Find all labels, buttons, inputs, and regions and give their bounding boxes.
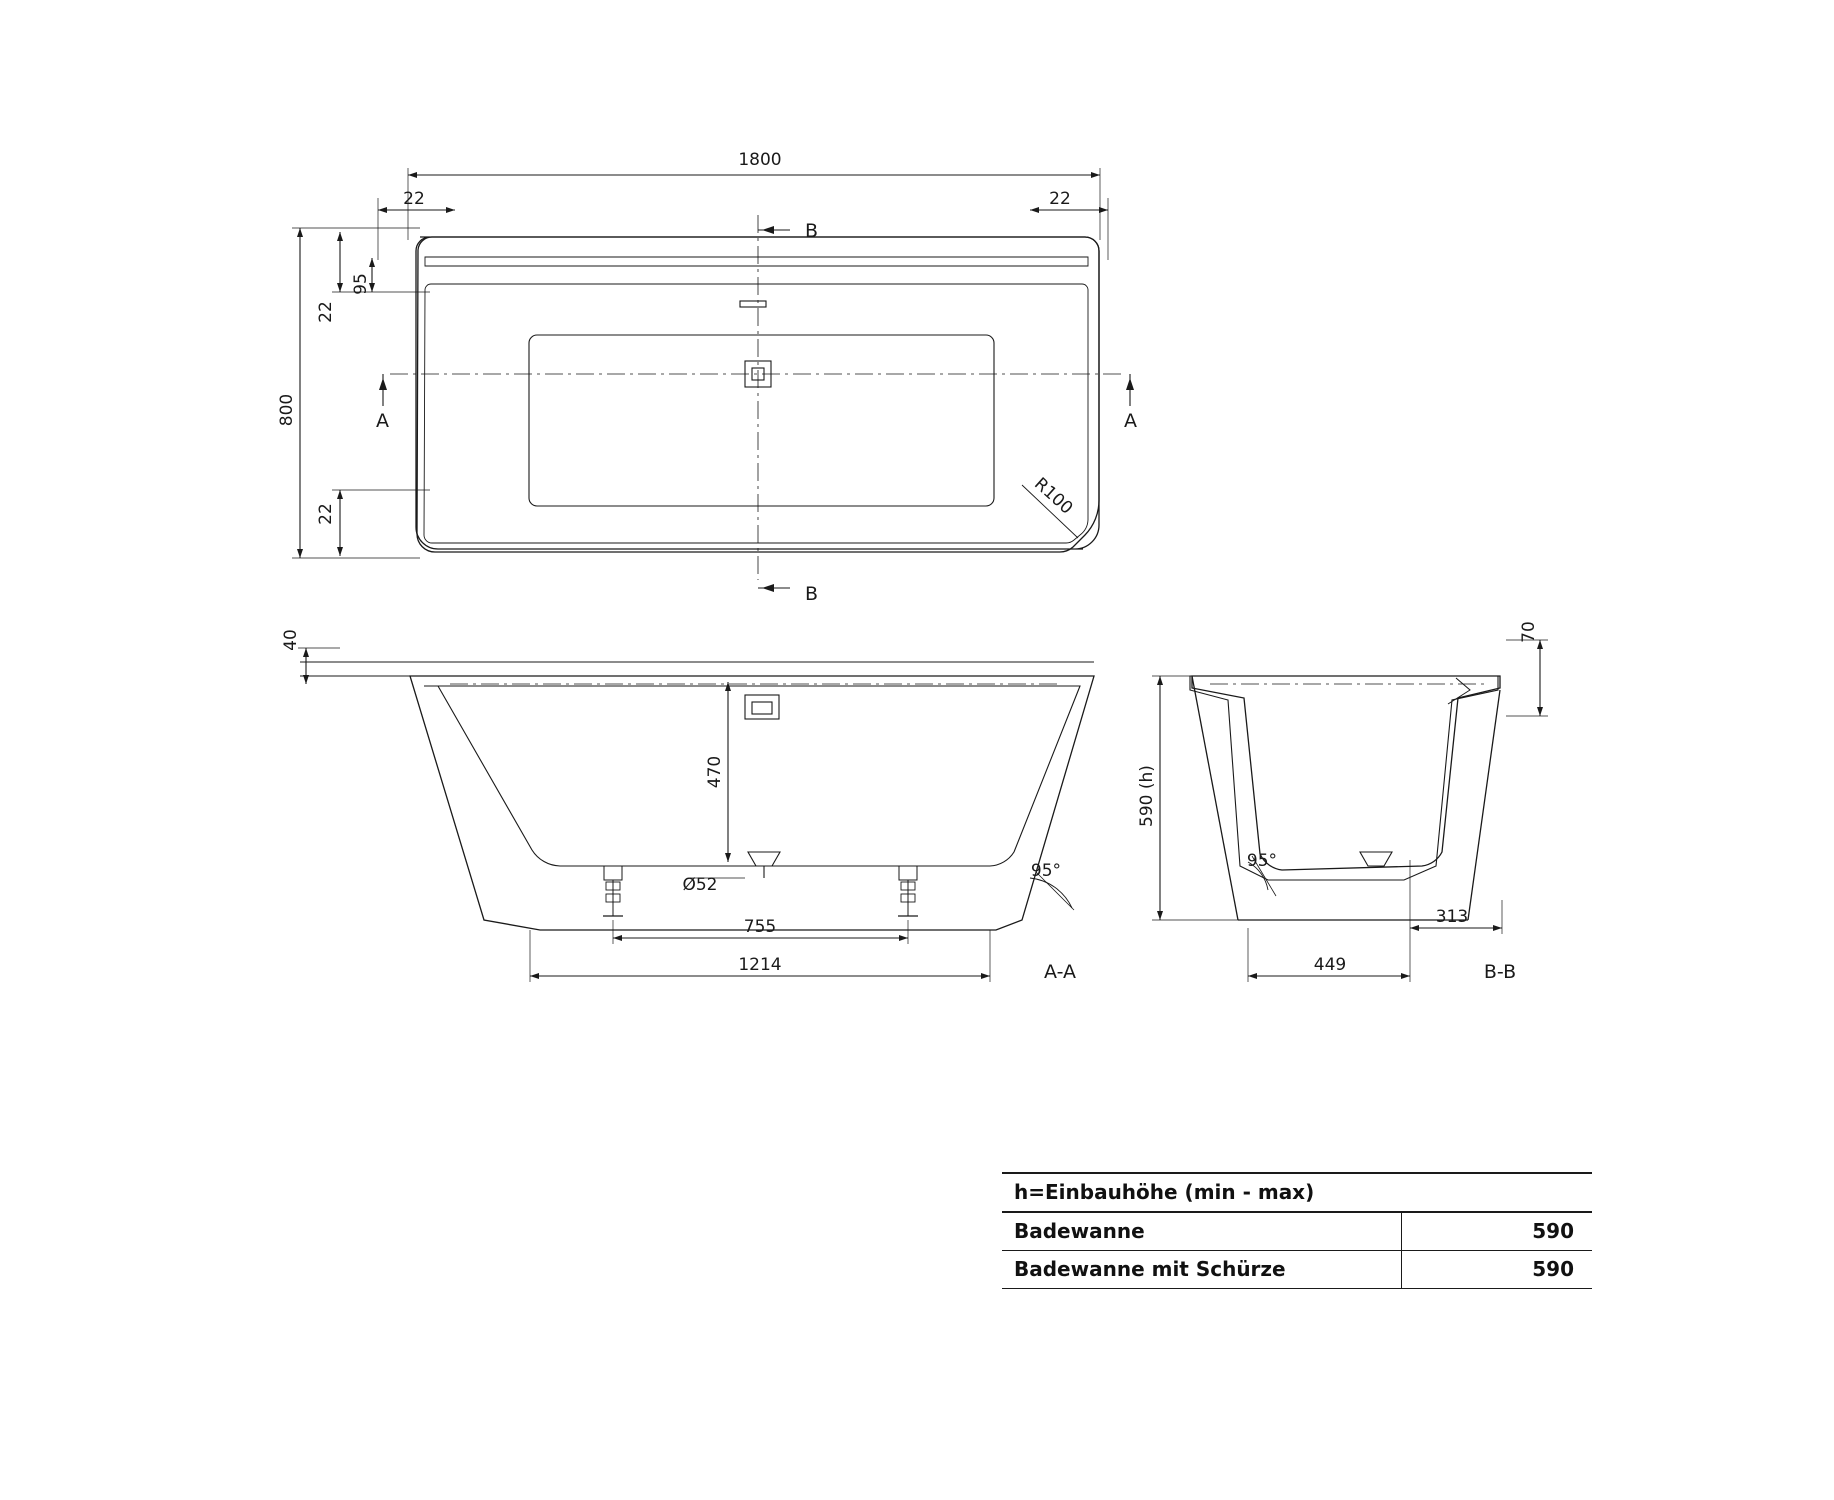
legend-header-label: h=Einbauhöhe (min - max): [1002, 1173, 1592, 1212]
dim-rim-height: [1506, 640, 1548, 716]
label-drain-diameter: Ø52: [682, 875, 718, 895]
legend-row: [1002, 1251, 1592, 1289]
section-markers: [379, 226, 1134, 592]
view-label-aa: A-A: [1043, 961, 1077, 983]
label-rim-left: 22: [403, 189, 425, 209]
top-view-centerlines: [390, 215, 1125, 580]
dim-rim-top: [332, 232, 430, 292]
label-inner-base: 313: [1435, 907, 1469, 927]
section-mark-a-left: A: [376, 410, 389, 432]
legend-row-value: 590: [1402, 1251, 1593, 1289]
legend-row-label: Badewanne mit Schürze: [1002, 1251, 1402, 1289]
legend-row-value: 590: [1402, 1212, 1593, 1251]
section-mark-b-bottom: B: [805, 583, 819, 605]
label-overall-length: 1800: [738, 150, 782, 170]
foot-right: [898, 866, 918, 916]
label-rim-right: 22: [1049, 189, 1071, 209]
view-label-bb: B-B: [1483, 961, 1517, 983]
legend-row: [1002, 1212, 1592, 1251]
section-mark-b-top: B: [805, 220, 819, 242]
section-mark-a-right: A: [1124, 410, 1137, 432]
dim-rim-bottom: [332, 490, 430, 556]
label-inner-offset: 95: [351, 273, 371, 295]
label-install-height: 590 (h): [1137, 765, 1157, 827]
dim-rim-thickness: [298, 648, 340, 684]
label-foot-spacing: 755: [743, 917, 777, 937]
legend-row-label: Badewanne: [1002, 1212, 1402, 1251]
dim-overall-length: [408, 168, 1100, 240]
label-angle-aa: 95°: [1030, 861, 1062, 881]
legend-header-row: [1002, 1173, 1592, 1212]
legend-table: [1002, 1172, 1592, 1289]
label-rim-height: 70: [1519, 621, 1539, 643]
label-overall-width: 800: [277, 393, 297, 427]
dim-install-height: [1152, 676, 1240, 920]
top-view-outline: [416, 237, 1099, 552]
label-depth: 470: [705, 755, 725, 789]
label-rim-top: 22: [316, 301, 336, 323]
foot-left: [603, 866, 623, 916]
label-rim-thickness: 40: [281, 629, 301, 651]
label-base-width: 1214: [738, 955, 782, 975]
section-bb-outline: [1190, 676, 1500, 920]
label-rim-bottom: 22: [316, 503, 336, 525]
label-corner-radius: R100: [1030, 474, 1077, 519]
label-angle-bb: 95°: [1246, 851, 1278, 871]
label-outer-base: 449: [1313, 955, 1347, 975]
